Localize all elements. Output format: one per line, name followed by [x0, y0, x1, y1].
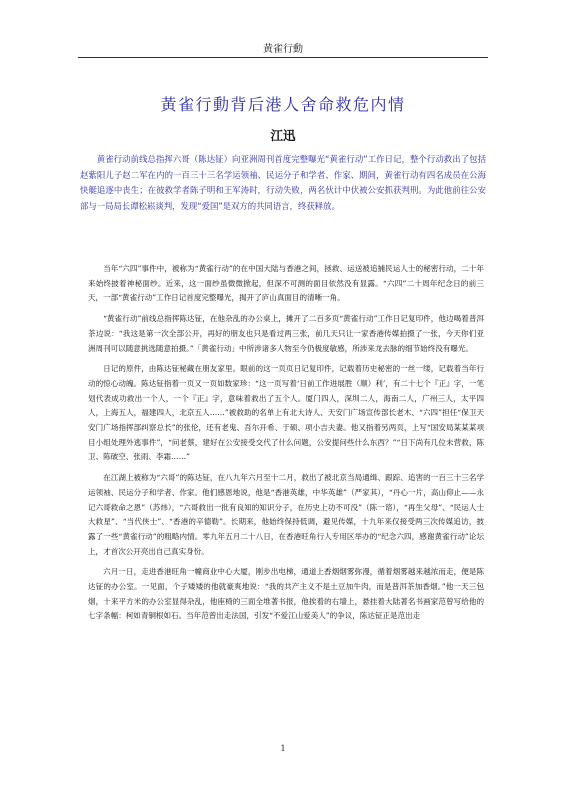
body-paragraph: 在江湖上被称为“六哥”的陈达钲，在八九年六月至十二月，救出了被北京当局通缉、跟踪、追害的一百三十三名学运领袖、民运分子和学者、作家。他们感恩地说，他是“香港英雄，中华英雄”（严家其），“丹心一片，高山仰止——永记六哥救命之恩”（苏炜），“六哥救出一批有良知的知识分子，在历史上功不可没”（陈一谘），“再生父母”、“民运人士大救星”、“当代侠士”、“香港的辛德勒”。长期来，他始终保持低调，避见传媒，十九年来仅接受两三次传媒追访，披露了一些“黄雀行动”的粗略内情。零九年五月二十八日，在香港旺角行人专用区举办的“纪念六四，感谢黄雀行动”论坛上，才首次公开亮出自己真实身份。: [88, 473, 484, 556]
page-number: 1: [280, 744, 286, 753]
article-abstract: 黄雀行动前线总指挥六哥（陈达钲）向亚洲周刊首度完整曝光“黄雀行动”工作日记，整个行动救出了包括赵紫阳儿子赵二军在内的一百三十三名学运领袖、民运分子和学者、作家、期间，黄雀行动有四名成员在公海快艇追逐中丧生；在彼救学者陈子明和王军涛时，行动失败，两名伙计中伏被公安抓获判刑。为此他前往公安部与一局局长谭松崧谈判，发现“爱国”是双方的共同语言，终获释放。: [80, 154, 486, 211]
article-title: 黃雀行動背后港人舍命救危内情: [160, 95, 406, 114]
body-paragraph: 日记的原件，由陈达钲秘藏在朋友家里。眼前的这一页页日记复印件，记载着历史秘密的一丝一缕，记载着当年行动的惊心动魄。陈达钲指着一页又一页如数家珍：“这一页写着‘日前工作进展胜（顺）利’，有二十七个『正』字，一笔划代表成功救出一个人，一个『正』字，意味着救出了五个人。厦门四人，深圳二人，海南二人，广州三人，太平四人，上海五人，福建四人，北京五人……”被救助的名单上有北大诗人、天安门广场宣传部长老木、“六四”担任“保卫天安门广场指挥部纠察总长”的张伦，还有老鬼、吾尔开希、于硕、项小吉夫妻。他又指着另两页，上写“国安局某某某项目小组处理外逃事件”，“问老蔡，建好在公安接受交代了什么问题，公安提问些什么东西？”“日下尚有几位未营救，陈卫、陈破空、张雨、李霜……”: [88, 364, 484, 462]
article-author: 江迅: [270, 128, 296, 143]
header-divider: [78, 57, 488, 58]
body-paragraph: 当年“六四”事件中，被称为“黄雀行动”的在中国大陆与香港之间，拯救、运送被追捕民运人士的秘密行动，二十年来始终披着神秘面纱。近来，这一面纱虽微微掀起，但深不可测的面目依然没有显露。“六四”二十周年纪念日的前三天，一部“黄雀行动”工作日记首度完整曝光，揭开了庐山真面目的清晰一角。: [88, 264, 484, 303]
running-header: 黄雀行動: [263, 44, 303, 55]
body-paragraph: 六月一日，走进香港旺角一幢商业中心大厦，刚步出电梯，通道上香烟烟雾弥漫，循着烟雾越来越浓而走，便是陈达钲的办公室。一见面，个子矮矮的他就豪爽地说：“我的共产主义不是土豆加牛肉，而是普洱茶加香烟。”他一天三包烟，十来平方米的办公室显得杂乱，他座椅的三面全堆著书报，他挨着的右墙上，悬挂着大陆著名书画家范曾写给他的七字条幅：柯如青铜根如石。当年范曾出走法国，引发“不爱江山爱美人”的争议，陈达钲正是范出走: [88, 567, 484, 621]
body-paragraph: “黄雀行动”前线总指挥陈达钲，在他杂乱的办公桌上，摊开了二百多页“黄雀行动”工作日记复印件，他边喝着普洱茶边说：“我这是第一次全部公开，再好的朋友也只是看过两三张，前几天只让一家香港传媒拍摄了一张，今天你们亚洲周刊可以随意挑选随意拍摄。”「黄雀行动」中所涉诸多人物至今仍极度敏感，所涉来龙去脉的细节始终没有曝光。: [88, 314, 484, 353]
article-body: [88, 262, 484, 630]
